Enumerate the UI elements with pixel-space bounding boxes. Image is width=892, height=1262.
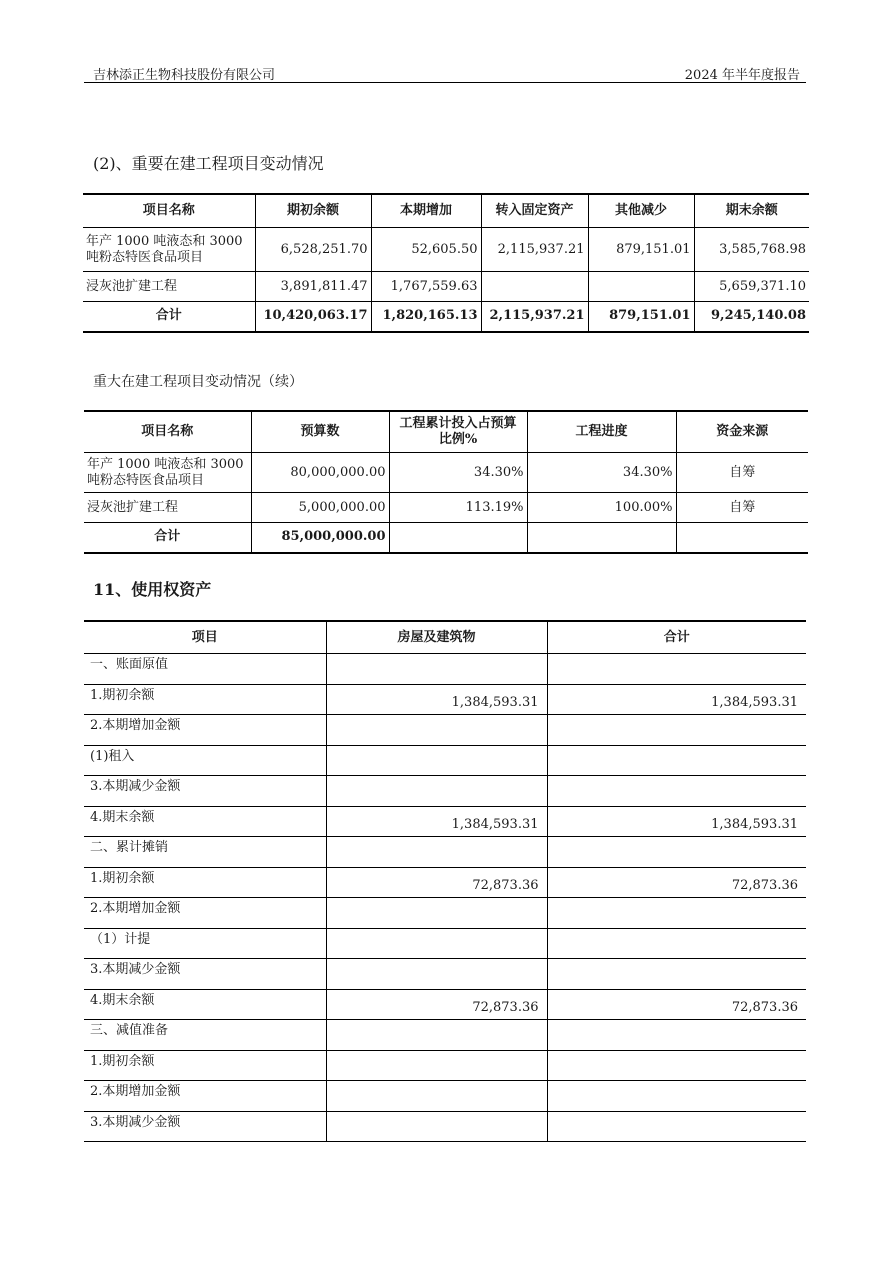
- value-cell: [326, 898, 547, 929]
- column-header: 转入固定资产: [481, 194, 588, 228]
- right-of-use-assets-table: [84, 620, 806, 1142]
- table-header-row: [84, 621, 806, 654]
- section-title-right-of-use-assets: 11、使用权资产: [93, 580, 212, 599]
- construction-changes-table: [83, 193, 809, 333]
- table-header-row: [84, 411, 808, 453]
- total-cell: [389, 523, 527, 553]
- value-cell: 100.00%: [527, 493, 676, 523]
- value-cell: 52,605.50: [371, 228, 481, 272]
- total-cell: [676, 523, 808, 553]
- total-cell: 9,245,140.08: [694, 302, 809, 332]
- item-label-cell: 3.本期减少金额: [84, 959, 326, 990]
- value-cell: [547, 1081, 806, 1112]
- value-cell: [326, 837, 547, 868]
- column-header: 项目名称: [83, 194, 255, 228]
- value-cell: [326, 959, 547, 990]
- total-cell: 10,420,063.17: [255, 302, 371, 332]
- item-label-cell: （1）计提: [84, 928, 326, 959]
- construction-budget-table: [84, 410, 808, 554]
- value-cell: 34.30%: [527, 453, 676, 493]
- value-cell: 1,767,559.63: [371, 272, 481, 302]
- table-row: [84, 989, 806, 1020]
- table-row: [84, 684, 806, 715]
- item-label-cell: 3.本期减少金额: [84, 1111, 326, 1142]
- value-cell: [326, 1081, 547, 1112]
- value-cell: 5,659,371.10: [694, 272, 809, 302]
- value-cell: [326, 715, 547, 746]
- value-cell: 34.30%: [389, 453, 527, 493]
- item-label-cell: 1.期初余额: [84, 867, 326, 898]
- table-row: [84, 715, 806, 746]
- value-cell: 113.19%: [389, 493, 527, 523]
- project-name-cell: 浸灰池扩建工程: [83, 272, 255, 302]
- value-cell: 3,891,811.47: [255, 272, 371, 302]
- total-cell: 879,151.01: [588, 302, 694, 332]
- value-cell: 72,873.36: [547, 989, 806, 1020]
- total-cell: 2,115,937.21: [481, 302, 588, 332]
- value-cell: [547, 654, 806, 685]
- table-row: [84, 493, 808, 523]
- value-cell: [547, 1050, 806, 1081]
- total-cell: 85,000,000.00: [251, 523, 389, 553]
- column-header: 资金来源: [676, 411, 808, 453]
- item-label-cell: 4.期末余额: [84, 806, 326, 837]
- column-header: 本期增加: [371, 194, 481, 228]
- value-cell: [588, 272, 694, 302]
- value-cell: [547, 715, 806, 746]
- value-cell: 72,873.36: [547, 867, 806, 898]
- value-cell: [326, 776, 547, 807]
- value-cell: [326, 1020, 547, 1051]
- section-title-construction-continued: 重大在建工程项目变动情况（续）: [93, 374, 303, 390]
- total-cell: [527, 523, 676, 553]
- value-cell: [547, 1111, 806, 1142]
- total-row: [83, 302, 809, 332]
- item-label-cell: 一、账面原值: [90, 657, 169, 672]
- value-cell: 1,384,593.31: [547, 806, 806, 837]
- total-row: [84, 523, 808, 553]
- column-header: 合计: [547, 621, 806, 654]
- column-header: 项目: [84, 621, 326, 654]
- column-header: 工程进度: [527, 411, 676, 453]
- item-label-cell: 3.本期减少金额: [84, 776, 326, 807]
- value-cell: 80,000,000.00: [251, 453, 389, 493]
- value-cell: [547, 959, 806, 990]
- value-cell: [326, 745, 547, 776]
- column-header: 期末余额: [694, 194, 809, 228]
- project-name-cell: 年产 1000 吨液态和 3000 吨粉态特医食品项目: [87, 456, 244, 488]
- value-cell: [547, 745, 806, 776]
- item-label-cell: 2.本期增加金额: [84, 715, 326, 746]
- column-header: 其他减少: [588, 194, 694, 228]
- project-name-cell: 年产 1000 吨液态和 3000 吨粉态特医食品项目: [86, 233, 243, 265]
- table-row: [83, 228, 809, 272]
- value-cell: [547, 898, 806, 929]
- table-row: [84, 1081, 806, 1112]
- value-cell: [326, 654, 547, 685]
- table-row: [84, 867, 806, 898]
- item-label-cell: 三、减值准备: [84, 1020, 326, 1051]
- column-header: 项目名称: [84, 411, 251, 453]
- value-cell: 1,384,593.31: [326, 806, 547, 837]
- value-cell: 6,528,251.70: [255, 228, 371, 272]
- column-header: 房屋及建筑物: [326, 621, 547, 654]
- project-name-cell: 浸灰池扩建工程: [84, 493, 251, 523]
- value-cell: 72,873.36: [326, 867, 547, 898]
- table-row: [84, 837, 806, 868]
- table-row: [84, 1050, 806, 1081]
- table-row: [84, 745, 806, 776]
- value-cell: 5,000,000.00: [251, 493, 389, 523]
- table-row: [84, 1111, 806, 1142]
- column-header: 工程累计投入占预算比例%: [389, 411, 527, 453]
- total-cell: 1,820,165.13: [371, 302, 481, 332]
- item-label-cell: 1.期初余额: [84, 684, 326, 715]
- value-cell: [326, 928, 547, 959]
- item-label-cell: 1.期初余额: [84, 1050, 326, 1081]
- item-label-cell: 二、累计摊销: [84, 837, 326, 868]
- table-row: [84, 453, 808, 493]
- header-divider: [84, 82, 806, 83]
- value-cell: 2,115,937.21: [481, 228, 588, 272]
- table-row: [84, 806, 806, 837]
- table-row: [84, 928, 806, 959]
- table-row: [84, 1020, 806, 1051]
- value-cell: [326, 1111, 547, 1142]
- table-header-row: [83, 194, 809, 228]
- total-label: 合计: [83, 302, 255, 332]
- value-cell: [481, 272, 588, 302]
- table-row: [84, 898, 806, 929]
- value-cell: 3,585,768.98: [694, 228, 809, 272]
- value-cell: [547, 837, 806, 868]
- value-cell: 1,384,593.31: [326, 684, 547, 715]
- item-label-cell: 2.本期增加金额: [84, 1081, 326, 1112]
- value-cell: [547, 776, 806, 807]
- item-label-cell: 4.期末余额: [84, 989, 326, 1020]
- column-header: 预算数: [251, 411, 389, 453]
- header-report-title: 2024 年半年度报告: [684, 68, 800, 83]
- item-label-cell: 2.本期增加金额: [84, 898, 326, 929]
- total-label: 合计: [84, 523, 251, 553]
- value-cell: 自筹: [676, 453, 808, 493]
- section-title-construction: (2)、重要在建工程项目变动情况: [93, 154, 324, 173]
- column-header: 期初余额: [255, 194, 371, 228]
- table-row: [84, 776, 806, 807]
- header-company: 吉林添正生物科技股份有限公司: [93, 68, 276, 83]
- value-cell: [547, 928, 806, 959]
- value-cell: 879,151.01: [588, 228, 694, 272]
- table-row: [84, 959, 806, 990]
- value-cell: 72,873.36: [326, 989, 547, 1020]
- table-row: [83, 272, 809, 302]
- table-row: [84, 654, 806, 685]
- value-cell: 1,384,593.31: [547, 684, 806, 715]
- value-cell: [326, 1050, 547, 1081]
- value-cell: 自筹: [676, 493, 808, 523]
- value-cell: [547, 1020, 806, 1051]
- item-label-cell: (1)租入: [84, 745, 326, 776]
